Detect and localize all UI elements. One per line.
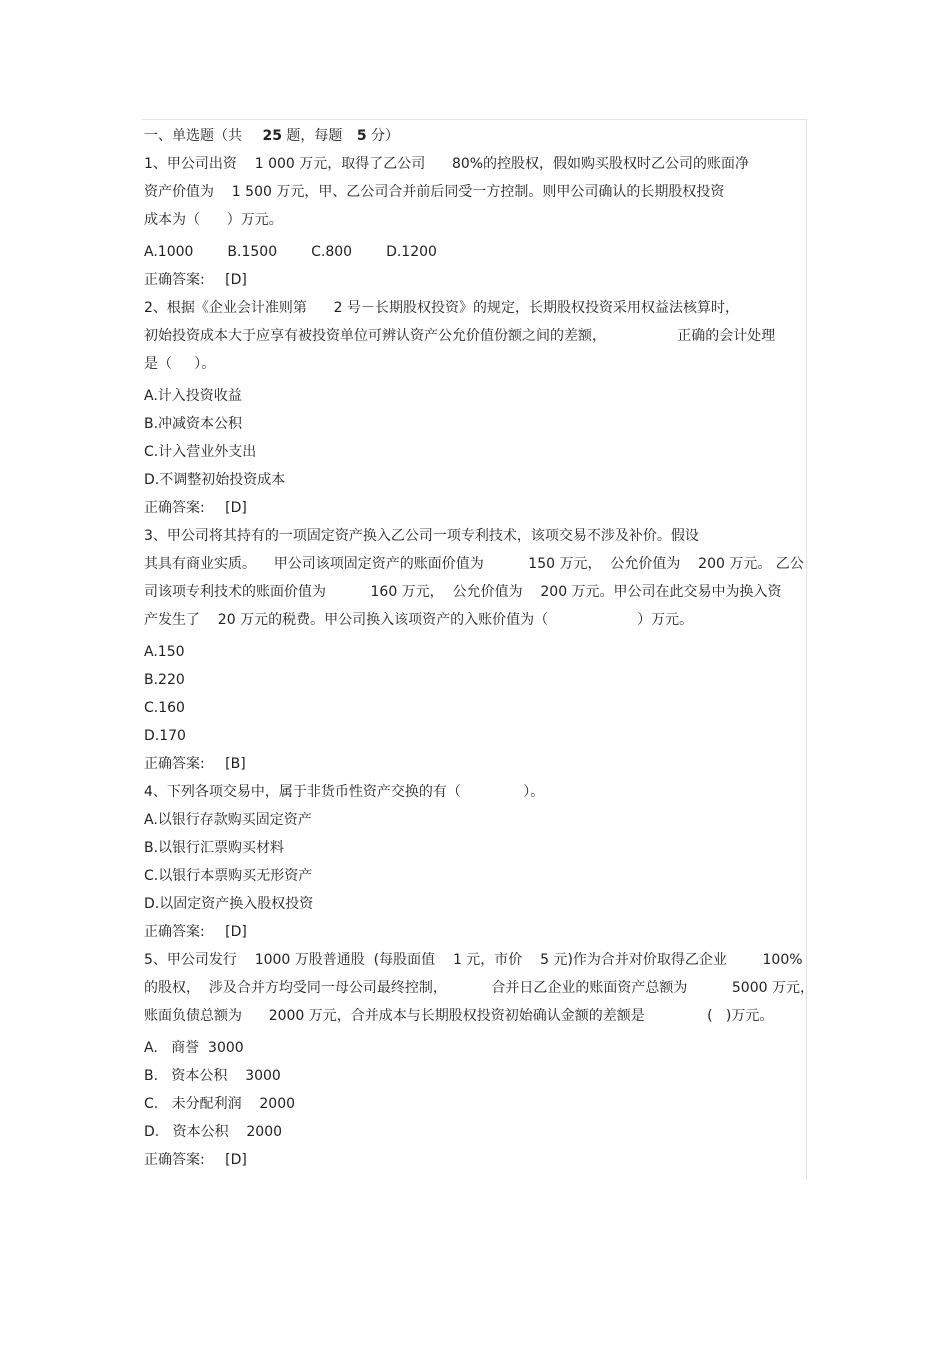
answer-value: [D] xyxy=(225,500,247,516)
option-b[interactable]: B.以银行汇票购买材料 xyxy=(144,840,285,856)
question-text-line: 4、下列各项交易中，属于非货币性资产交换的有（ ）。 xyxy=(144,784,545,800)
question-list xyxy=(144,122,814,1174)
question-text-line: 成本为（ ）万元。 xyxy=(144,212,283,228)
option-d[interactable]: D.以固定资产换入股权投资 xyxy=(144,896,314,912)
option-a[interactable]: A.150 xyxy=(144,644,185,660)
question-text-line: 3、甲公司将其持有的一项固定资产换入乙公司一项专利技术，该项交易不涉及补价。假设 xyxy=(144,528,699,544)
answer-line xyxy=(144,1146,806,1174)
answer-label: 正确答案: xyxy=(144,924,205,940)
section-title: 一、单选题（共 25 题，每题 5 分） xyxy=(144,128,400,144)
question-1 xyxy=(144,150,806,294)
question-text-line: 2、根据《企业会计准则第 2 号－长期股权投资》的规定，长期股权投资采用权益法核算时， xyxy=(144,300,739,316)
option-d[interactable]: D.1200 xyxy=(386,244,437,260)
question-text-line: 产发生了 20 万元的税费。甲公司换入该项资产的入账价值为（ ）万元。 xyxy=(144,612,694,628)
answer-label: 正确答案: xyxy=(144,500,205,516)
option-c[interactable]: C.计入营业外支出 xyxy=(144,444,257,460)
question-4 xyxy=(144,778,806,946)
question-text-line: 初始投资成本大于应享有被投资单位可辨认资产公允价值份额之间的差额， 正确的会计处理 xyxy=(144,328,776,344)
question-text-line: 其具有商业实质。 甲公司该项固定资产的账面价值为 150 万元， 公允价值为 200 万元。 乙公 xyxy=(144,556,804,572)
option-d[interactable]: D.170 xyxy=(144,728,186,744)
options-row xyxy=(144,238,806,266)
option-d[interactable]: D. 资本公积 2000 xyxy=(144,1124,283,1140)
option-d[interactable]: D.不调整初始投资成本 xyxy=(144,472,286,488)
question-text-line: 账面负债总额为 2000 万元，合并成本与长期股权投资初始确认金额的差额是 ( )万元。 xyxy=(144,1008,774,1024)
option-b[interactable]: B.1500 xyxy=(227,244,278,260)
answer-label: 正确答案: xyxy=(144,756,205,772)
option-a[interactable]: A.计入投资收益 xyxy=(144,388,242,404)
answer-label: 正确答案: xyxy=(144,272,205,288)
option-a[interactable]: A.以银行存款购买固定资产 xyxy=(144,812,312,828)
question-3 xyxy=(144,522,806,778)
question-text-line: 1、甲公司出资 1 000 万元，取得了乙公司 80%的控股权，假如购买股权时乙公司的账面净 xyxy=(144,156,750,172)
option-b[interactable]: B. 资本公积 3000 xyxy=(144,1068,281,1084)
option-c[interactable]: C. 未分配利润 2000 xyxy=(144,1096,296,1112)
answer-line xyxy=(144,918,806,946)
answer-line xyxy=(144,494,806,522)
option-c[interactable]: C.160 xyxy=(144,700,185,716)
option-c[interactable]: C.以银行本票购买无形资产 xyxy=(144,868,313,884)
answer-value: [D] xyxy=(225,1152,247,1168)
question-5 xyxy=(144,946,814,1174)
answer-label: 正确答案: xyxy=(144,1152,205,1168)
option-c[interactable]: C.800 xyxy=(311,244,353,260)
answer-line xyxy=(144,750,806,778)
option-a[interactable]: A.1000 xyxy=(144,244,194,260)
answer-line xyxy=(144,266,806,294)
question-text-line: 资产价值为 1 500 万元，甲、乙公司合并前后同受一方控制。则甲公司确认的长期股权投资 xyxy=(144,184,725,200)
question-text-line: 5、甲公司发行 1000 万股普通股 (每股面值 1 元，市价 5 元)作为合并对价取得乙企业 100% xyxy=(144,952,803,968)
option-b[interactable]: B.冲减资本公积 xyxy=(144,416,243,432)
option-b[interactable]: B.220 xyxy=(144,672,185,688)
question-text-line: 是（ ）。 xyxy=(144,356,216,372)
option-a[interactable]: A. 商誉 3000 xyxy=(144,1040,244,1056)
answer-value: [B] xyxy=(225,756,246,772)
answer-value: [D] xyxy=(225,924,247,940)
question-text-line: 的股权， 涉及合并方均受同一母公司最终控制， 合并日乙企业的账面资产总额为 5000 万元， xyxy=(144,980,814,996)
question-2 xyxy=(144,294,806,522)
question-text-line: 司该项专利技术的账面价值为 160 万元， 公允价值为 200 万元。甲公司在此交易中为换入资 xyxy=(144,584,782,600)
answer-value: [D] xyxy=(225,272,247,288)
